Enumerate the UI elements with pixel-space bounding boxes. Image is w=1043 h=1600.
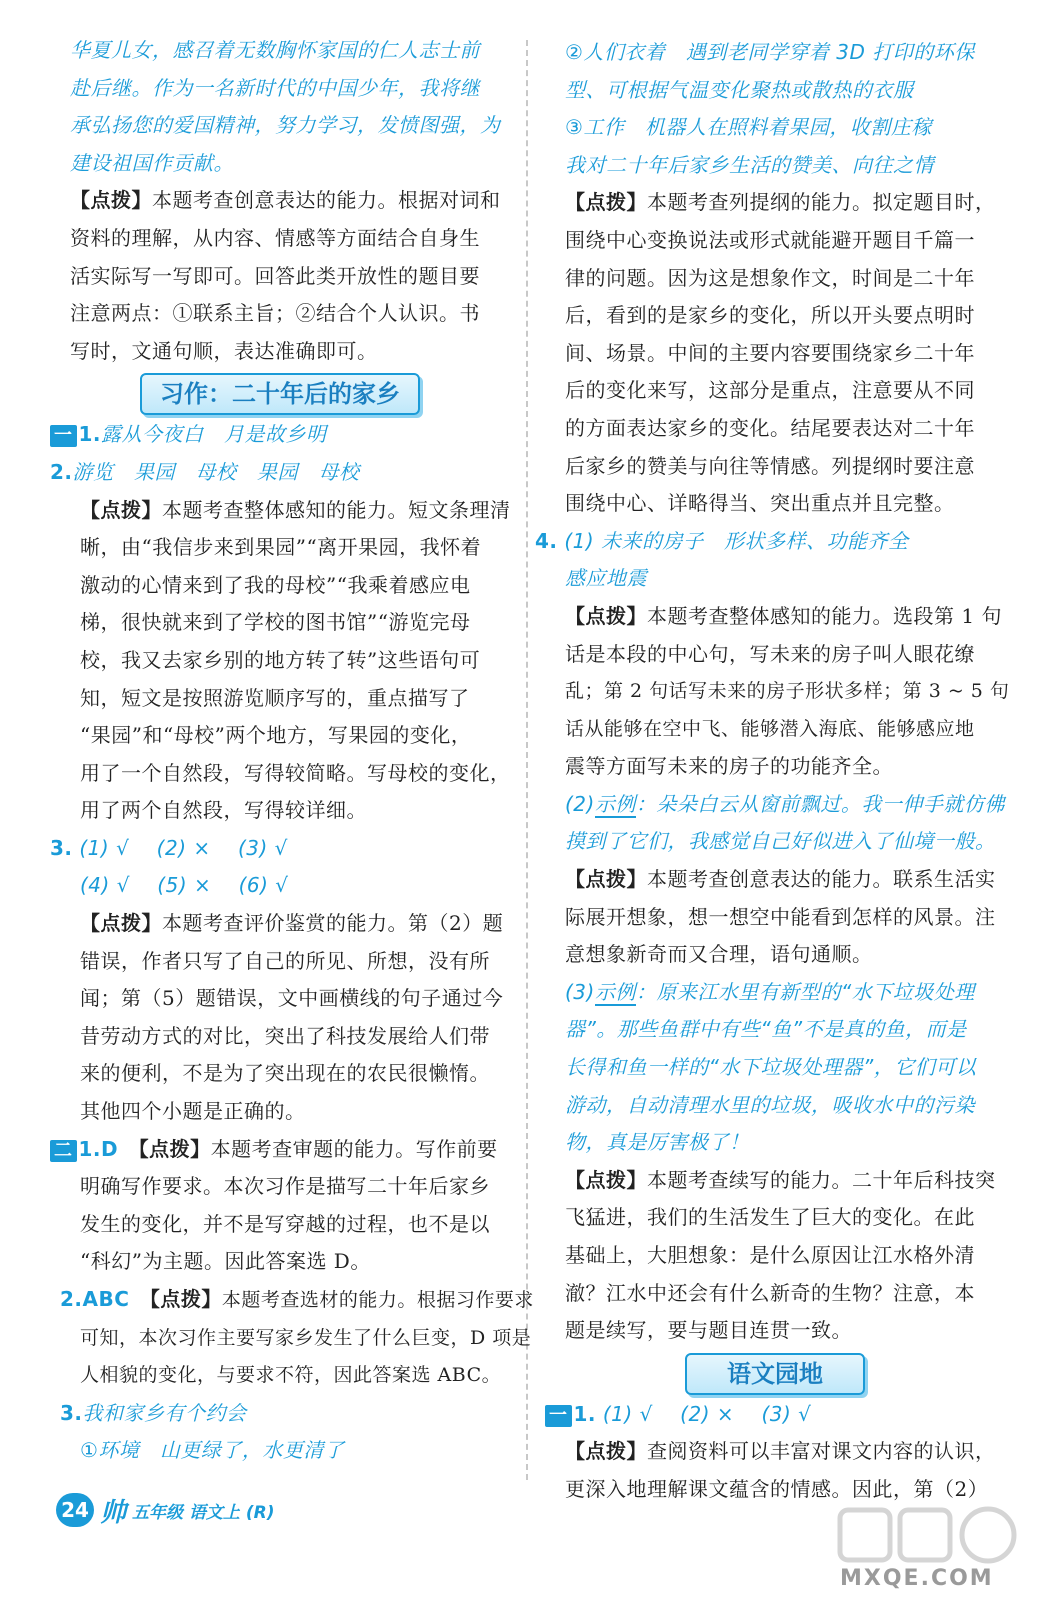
tip-text: 资料的理解，从内容、情感等方面结合自身生	[70, 225, 480, 250]
answer-line: ②人们衣着 遇到老同学穿着 3D 打印的环保	[565, 40, 975, 64]
question-number: 2.	[60, 1287, 83, 1311]
section-title: 语文园地	[685, 1353, 865, 1395]
tip-text: 题是续写，要与题目连贯一致。	[565, 1318, 852, 1343]
tip-label: 【点拨】	[80, 911, 162, 936]
tip-text: 本题考查选材的能力。根据习作要求	[221, 1289, 534, 1311]
tip-text: 来的便利，不是为了突出现在的农民很懒惰。	[80, 1061, 490, 1086]
answer-text: 物，真是厉害极了！	[565, 1130, 750, 1155]
tip-text: 围绕中心、详略得当、突出重点并且完整。	[565, 491, 955, 516]
tip-text: 本题考查整体感知的能力。选段第 1 句	[647, 603, 1002, 628]
question-number: 2.	[50, 459, 73, 484]
tip-block	[545, 598, 1010, 786]
tip-text: 后的变化来写，这部分是重点，注意要从不同	[565, 378, 975, 403]
page-number: 24	[56, 1493, 94, 1527]
tip-block	[50, 905, 510, 1131]
tip-text: 的方面表达家乡的变化。结尾要表达对二十年	[565, 415, 975, 440]
answer-text: ①环境 山更绿了，水更清了	[80, 1438, 345, 1463]
tip-block	[545, 861, 1005, 974]
tip-text: 梯，很快就来到了学校的图书馆”“游览完母	[80, 610, 471, 635]
tip-text: 话从能够在空中飞、能够潜入海底、能够感应地	[565, 717, 975, 740]
tip-label: 【点拨】	[565, 1167, 647, 1192]
answer-text: (1) 未来的房子 形状多样、功能齐全	[564, 528, 909, 553]
tip-text: 校，我又去家乡别的地方转了转”这些语句可	[80, 647, 481, 672]
brand-logo: 帅	[100, 1497, 127, 1528]
tip-text: 乱；第 2 句话写未来的房子形状多样；第 3 ~ 5 句	[565, 680, 1010, 703]
tip-label: 【点拨】	[565, 190, 647, 215]
tip-text: 间、场景。中间的主要内容要围绕家乡二十年	[565, 340, 975, 365]
tip-text: 用了两个自然段，写得较详细。	[80, 798, 367, 823]
tip-text: 知，短文是按照游览顺序写的，重点描写了	[80, 685, 470, 710]
tip-text: 本题考查审题的能力。写作前要	[210, 1136, 498, 1161]
answer-line: 赴后继。作为一名新时代的中国少年，我将继	[70, 75, 480, 100]
sub-question-number: (2)	[565, 791, 595, 816]
tip-label: 【点拨】	[149, 1287, 222, 1311]
tip-text: 飞猛进，我们的生活发生了巨大的变化。在此	[565, 1205, 975, 1230]
part-badge: 一	[50, 425, 77, 447]
tip-text: 活实际写一写即可。回答此类开放性的题目要	[70, 263, 480, 288]
tip-text: “果园”和“母校”两个地方，写果园的变化，	[80, 723, 472, 748]
tip-text: 发生的变化，并不是写穿越的过程，也不是以	[80, 1211, 490, 1236]
answer-text: (1) √ (2) × (3) √	[79, 835, 288, 860]
answer-text: 器”。那些鱼群中有些“鱼”不是真的鱼，而是	[565, 1017, 967, 1042]
answer-text: ：原来江水里有新型的“水下垃圾处理	[635, 979, 975, 1004]
answer-choice: D	[101, 1136, 119, 1161]
tip-text: 意想象新奇而又合理，语句通顺。	[565, 942, 873, 967]
answer-line: 承弘扬您的爱国精神，努力学习，发愤图强，为	[70, 113, 501, 138]
tip-label: 【点拨】	[70, 188, 152, 213]
tip-text: 后家乡的赞美与向往等情感。列提纲时要注意	[565, 453, 975, 478]
tip-text: 本题考查整体感知的能力。短文条理清	[162, 497, 511, 522]
answer-text: 游动，自动清理水里的垃圾，吸收水中的污染	[565, 1092, 975, 1117]
question-number: 1.	[573, 1401, 597, 1426]
example-label: 示例	[594, 979, 636, 1004]
tip-text: 闻；第（5）题错误，文中画横线的句子通过今	[80, 986, 504, 1011]
tip-label: 【点拨】	[565, 1439, 647, 1464]
answer-text: 摸到了它们，我感觉自己好似进入了仙境一般。	[565, 829, 996, 854]
answer-choice: ABC	[82, 1287, 130, 1311]
answer-text: 长得和鱼一样的“水下垃圾处理器”，它们可以	[565, 1055, 977, 1080]
tip-text: 本题考查续写的能力。二十年后科技突	[647, 1167, 996, 1192]
tip-text: 注意两点：①联系主旨；②结合个人认识。书	[70, 301, 480, 326]
tip-text: 本题考查创意表达的能力。根据对词和	[152, 188, 501, 213]
tip-label: 【点拨】	[138, 1136, 211, 1161]
tip-text: 昔劳动方式的对比，突出了科技发展给人们带	[80, 1023, 490, 1048]
tip-label: 【点拨】	[565, 867, 647, 892]
answer-text: 感应地震	[565, 566, 647, 591]
question-number: 1.	[78, 422, 102, 447]
tip-label: 【点拨】	[80, 497, 162, 522]
page-footer	[56, 1490, 274, 1530]
question-number: 3.	[60, 1400, 83, 1425]
tip-text: 本题考查评价鉴赏的能力。第（2）题	[162, 911, 504, 936]
tip-text: 人相貌的变化，与要求不符，因此答案选 ABC。	[80, 1364, 502, 1387]
tip-text: 晰，由“我信步来到果园”“离开果园，我怀着	[80, 535, 482, 560]
tip-block	[545, 1433, 1005, 1508]
tip-text: 际展开想象，想一想空中能看到怎样的风景。注	[565, 904, 996, 929]
tip-block	[50, 492, 510, 830]
part-badge: 一	[545, 1405, 572, 1427]
tip-text: 查阅资料可以丰富对课文内容的认识，	[647, 1439, 996, 1464]
answer-text: 游览 果园 母校 果园 母校	[72, 459, 360, 484]
column-divider	[526, 40, 528, 1480]
tip-text: 本题考查列提纲的能力。拟定题目时，	[647, 190, 996, 215]
answer-line: 建设祖国作贡献。	[70, 150, 234, 175]
sub-question-number: (3)	[565, 979, 595, 1004]
tip-text: 本题考查创意表达的能力。联系生活实	[647, 867, 996, 892]
question-number: 1.	[78, 1136, 102, 1161]
left-column	[50, 32, 534, 1470]
answer-text: 露从今夜白 月是故乡明	[101, 422, 327, 447]
answer-line: ③工作 机器人在照料着果园，收割庄稼	[565, 115, 932, 140]
tip-text: 错误，作者只写了自己的所见、所想，没有所	[80, 948, 490, 973]
section-heading	[50, 372, 510, 416]
answer-text: (1) √ (2) × (3) √	[602, 1401, 812, 1426]
tip-label: 【点拨】	[565, 603, 647, 628]
tip-text: 围绕中心变换说法或形式就能避开题目千篇一	[565, 227, 975, 252]
watermark-text: MXQE.COM	[840, 1566, 994, 1591]
tip-text: 基础上，大胆想象：是什么原因让江水格外清	[565, 1243, 975, 1267]
book-info: 五年级 语文上 (R)	[132, 1502, 275, 1523]
right-column	[535, 34, 1010, 1509]
tip-text: 激动的心情来到了我的母校”“我乘着感应电	[80, 572, 471, 597]
part-badge: 二	[50, 1140, 77, 1162]
tip-text: 明确写作要求。本次习作是描写二十年后家乡	[80, 1174, 490, 1199]
tip-text: 澈？江水中还会有什么新奇的生物？注意，本	[565, 1280, 975, 1305]
tip-block	[50, 182, 510, 370]
answer-text: ：朵朵白云从窗前飘过。我一伸手就仿佛	[635, 791, 1005, 816]
section-heading	[545, 1352, 1005, 1396]
question-number: 3.	[50, 835, 73, 860]
tip-text: 震等方面写未来的房子的功能齐全。	[565, 754, 893, 779]
section-title: 习作：二十年后的家乡	[140, 373, 420, 415]
tip-block	[545, 1162, 1005, 1350]
tip-text: 可知，本次习作主要写家乡发生了什么巨变，D 项是	[80, 1326, 532, 1349]
answer-line: 型、可根据气温变化聚热或散热的衣服	[565, 77, 914, 102]
tip-text: 用了一个自然段，写得较简略。写母校的变化，	[80, 760, 511, 785]
tip-text: 写时，文通句顺，表达准确即可。	[70, 338, 378, 363]
tip-text: 更深入地理解课文蕴含的情感。因此，第（2）	[565, 1476, 989, 1501]
tip-text: 其他四个小题是正确的。	[80, 1099, 306, 1124]
answer-line: 我对二十年后家乡生活的赞美、向往之情	[565, 152, 934, 177]
tip-text: 话是本段的中心句，写未来的房子叫人眼花缭	[565, 641, 975, 666]
answer-text: 我和家乡有个约会	[82, 1400, 247, 1425]
tip-text: 律的问题。因为这是想象作文，时间是二十年	[565, 265, 975, 290]
answer-line: 华夏儿女，感召着无数胸怀家国的仁人志士前	[70, 38, 480, 62]
answer-text: (4) √ (5) × (6) √	[80, 873, 289, 898]
example-label: 示例	[594, 791, 636, 816]
question-number: 4.	[535, 528, 558, 553]
tip-text: 后，看到的是家乡的变化，所以开头要点明时	[565, 303, 975, 328]
tip-block	[545, 184, 1005, 522]
tip-text: “科幻”为主题。因此答案选 D。	[80, 1249, 371, 1274]
